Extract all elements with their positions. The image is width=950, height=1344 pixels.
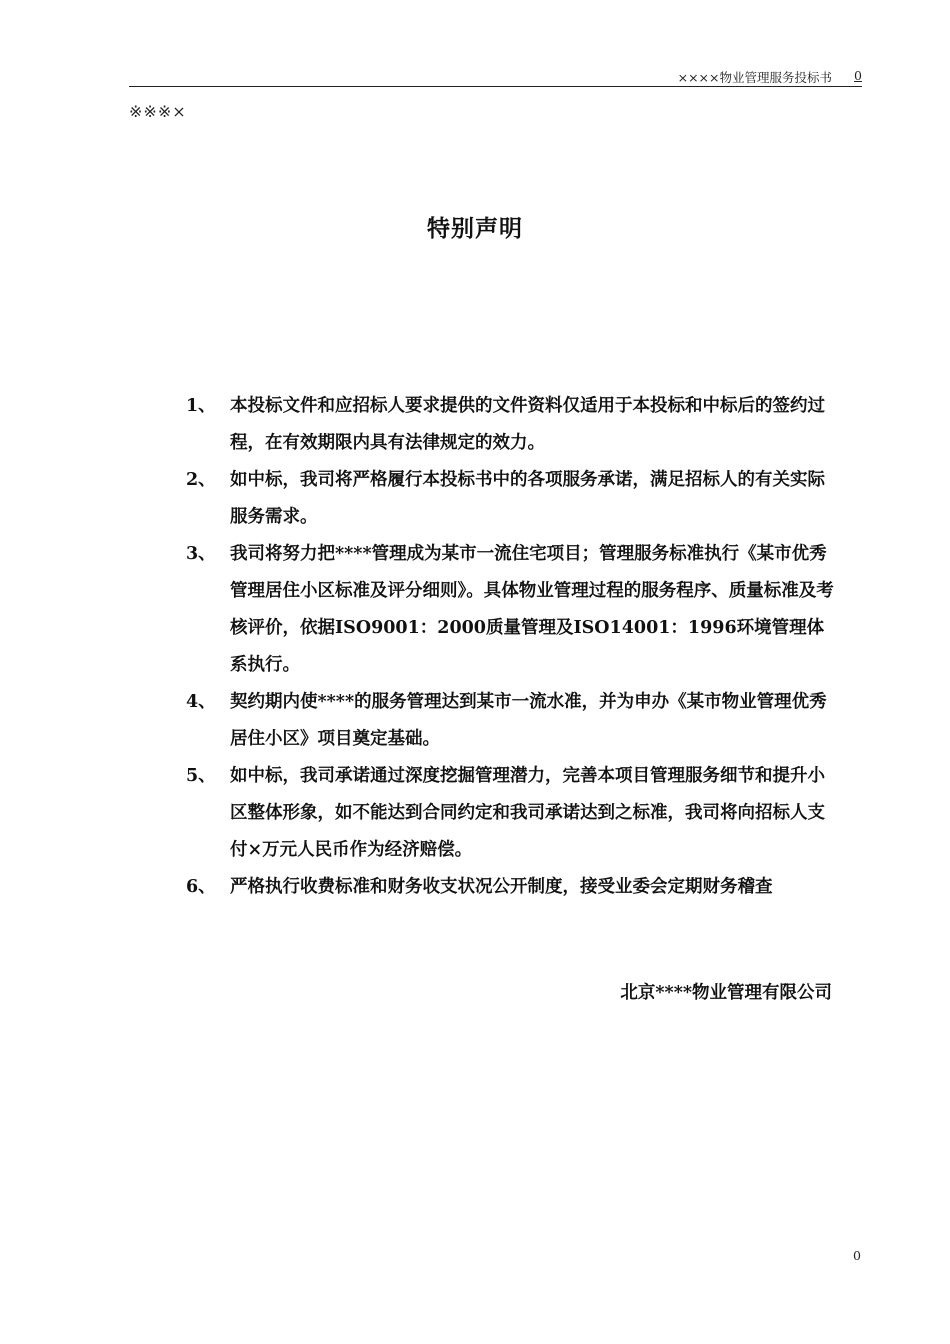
declaration-list — [186, 388, 836, 906]
declaration-item — [186, 462, 836, 536]
item-number: 6、 — [186, 877, 216, 897]
header-title: ××××物业管理服务投标书 — [677, 70, 832, 85]
item-number: 2、 — [186, 470, 216, 490]
declaration-item — [186, 388, 836, 462]
declaration-item — [186, 758, 836, 869]
item-text: 我司将努力把****管理成为某市一流住宅项目；管理服务标准执行《某市优秀管理居住小区标准及评分细则》。具体物业管理过程的服务程序、质量标准及考核评价，依据ISO9001：2000质量管理及ISO14001：1996环境管理体系执行。 — [230, 544, 834, 675]
item-text: 严格执行收费标准和财务收支状况公开制度，接受业委会定期财务稽查 — [230, 877, 773, 897]
item-number: 1、 — [186, 396, 216, 416]
item-number: 3、 — [186, 544, 216, 564]
item-text: 如中标，我司将严格履行本投标书中的各项服务承诺，满足招标人的有关实际服务需求。 — [230, 470, 825, 527]
footer-page-number: 0 — [853, 1248, 861, 1263]
item-number: 5、 — [186, 766, 216, 786]
item-text: 契约期内使****的服务管理达到某市一流水准，并为申办《某市物业管理优秀居住小区》项目奠定基础。 — [230, 692, 827, 749]
declaration-item — [186, 684, 836, 758]
item-text: 如中标，我司承诺通过深度挖掘管理潜力，完善本项目管理服务细节和提升小区整体形象，如不能达到合同约定和我司承诺达到之标准，我司将向招标人支付×万元人民币作为经济赔偿。 — [230, 766, 825, 860]
page-header — [129, 66, 862, 87]
company-signature: 北京****物业管理有限公司 — [620, 983, 832, 1003]
document-title: 特别声明 — [427, 215, 523, 242]
item-text: 本投标文件和应招标人要求提供的文件资料仅适用于本投标和中标后的签约过程，在有效期限内具有法律规定的效力。 — [230, 396, 825, 453]
declaration-item — [186, 536, 836, 684]
header-page-number: 0 — [854, 68, 862, 83]
reference-marks: ※※※× — [129, 102, 187, 121]
item-number: 4、 — [186, 692, 216, 712]
declaration-item — [186, 869, 836, 906]
